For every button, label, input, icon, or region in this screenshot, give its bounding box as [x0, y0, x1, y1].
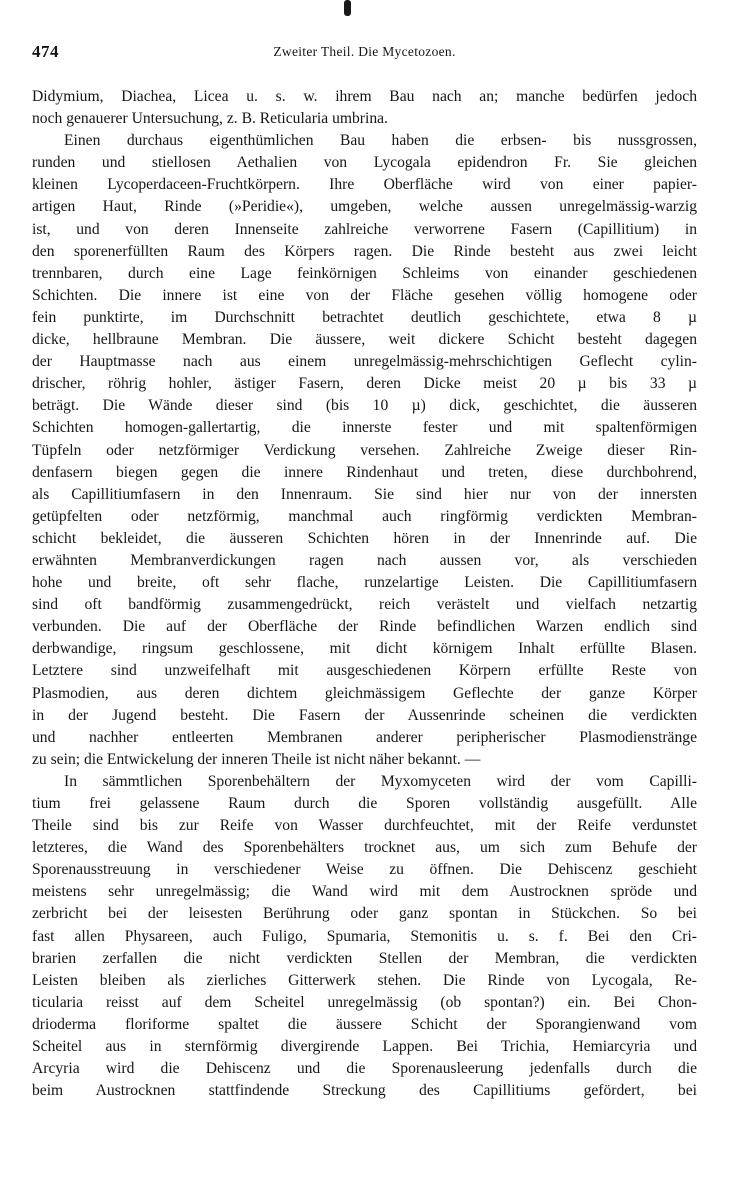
text-line: der Hauptmasse nach aus einem unregelmässig-mehrschichtigen Geflecht cylin-: [32, 353, 697, 371]
text-line: Arcyria wird die Dehiscenz und die Sporenausleerung jedenfalls durch die: [32, 1060, 697, 1078]
text-line: drischer, röhrig hohler, ästiger Fasern, deren Dicke meist 20 µ bis 33 µ: [32, 375, 697, 393]
text-line: kleinen Lycoperdaceen-Fruchtkörpern. Ihre Oberfläche wird von einer papier-: [32, 176, 697, 194]
body-text: [32, 86, 697, 1102]
text-line: drioderma floriforme spaltet die äussere Schicht der Sporangienwand vom: [32, 1015, 697, 1033]
text-line: zerbricht bei der leisesten Berührung oder ganz spontan in Stückchen. So bei: [32, 905, 697, 923]
text-line: fein punktirte, im Durchschnitt betrachtet deutlich geschichtete, etwa 8 µ: [32, 308, 697, 326]
page-header: [32, 42, 697, 64]
text-line: fast allen Physareen, auch Fuligo, Spumaria, Stemonitis u. s. f. Bei den Cri-: [32, 927, 697, 945]
text-line: Leisten bleiben als zierliches Gitterwerk stehen. Die Rinde von Lycogala, Re-: [32, 971, 697, 989]
text-line: Theile sind bis zur Reife von Wasser durchfeuchtet, mit der Reife verdunstet: [32, 817, 697, 835]
text-line: als Capillitiumfasern in den Innenraum. Sie sind hier nur von der innersten: [32, 485, 697, 503]
text-line: Plasmodien, aus deren dichtem gleichmässigem Geflechte der ganze Körper: [32, 684, 697, 702]
text-line: meistens sehr unregelmässig; die Wand wird mit dem Austrocknen spröde und: [32, 883, 697, 901]
text-line: schicht bekleidet, die äusseren Schichten hören in der Innenrinde auf. Die: [32, 529, 697, 547]
text-line: In sämmtlichen Sporenbehältern der Myxomyceten wird der vom Capilli-: [64, 772, 697, 790]
text-line: Didymium, Diachea, Licea u. s. w. ihrem Bau nach an; manche bedürfen jedoch: [32, 88, 697, 105]
text-line: und nachher entleerten Membranen anderer peripherischer Plasmodienstränge: [32, 728, 697, 746]
text-line: Schichten. Die innere ist eine von der Fläche gesehen völlig homogene oder: [32, 286, 697, 304]
running-title: Zweiter Theil. Die Mycetozoen.: [273, 44, 456, 59]
text-line: hohe und breite, oft sehr flache, runzelartige Leisten. Die Capillitiumfasern: [32, 574, 697, 592]
text-line: zu sein; die Entwickelung der inneren Theile ist nicht näher bekannt. —: [32, 750, 481, 768]
text-line: Einen durchaus eigenthümlichen Bau haben die erbsen- bis nussgrossen,: [64, 132, 697, 150]
text-line: trennbaren, durch eine Lage feinkörnigen Schleims von einander geschiedenen: [32, 264, 697, 282]
text-line: runden und stiellosen Aethalien von Lycogala epidendron Fr. Sie gleichen: [32, 154, 697, 172]
text-line: letzteres, die Wand des Sporenbehälters trocknet aus, um sich zum Behufe der: [32, 839, 697, 857]
text-line: beim Austrocknen stattfindende Streckung des Capillitiums gefördert, bei: [32, 1082, 697, 1100]
text-line: verbunden. Die auf der Oberfläche der Rinde befindlichen Warzen endlich sind: [32, 618, 697, 636]
text-line: derbwandige, ringsum geschlossene, mit dicht körnigem Inhalt erfüllte Blasen.: [32, 640, 697, 658]
text-line: tium frei gelassene Raum durch die Sporen vollständig ausgefüllt. Alle: [32, 795, 697, 812]
ink-blot: [344, 0, 351, 16]
text-line: artigen Haut, Rinde (»Peridie«), umgeben, welche aussen unregelmässig-warzig: [32, 198, 697, 216]
text-line: Sporenausstreuung in verschiedener Weise zu öffnen. Die Dehiscenz geschieht: [32, 861, 697, 879]
text-line: erwähnten Membranverdickungen ragen nach aussen vor, als verschieden: [32, 551, 697, 569]
text-line: Tüpfeln oder netzförmiger Verdickung versehen. Zahlreiche Zweige dieser Rin-: [32, 441, 697, 459]
text-line: denfasern biegen gegen die innere Rindenhaut und treten, diese durchbohrend,: [32, 463, 697, 481]
text-line: Scheitel aus in sternförmig divergirende Lappen. Bei Trichia, Hemiarcyria und: [32, 1038, 697, 1056]
text-line: sind oft bandförmig zusammengedrückt, reich verästelt und vielfach netzartig: [32, 596, 697, 614]
text-line: ticularia reisst auf dem Scheitel unregelmässig (ob spontan?) ein. Bei Chon-: [32, 993, 697, 1011]
text-line: brarien zerfallen die nicht verdickten Stellen der Membran, die verdickten: [32, 949, 697, 967]
text-line: getüpfelten oder netzförmig, manchmal auch ringförmig verdickten Membran-: [32, 507, 697, 525]
text-line: in der Jugend besteht. Die Fasern der Aussenrinde scheinen die verdickten: [32, 706, 697, 724]
text-line: ist, und von deren Innenseite zahlreiche verworrene Fasern (Capillitium) in: [32, 220, 697, 238]
text-line: Schichten homogen-gallertartig, die innerste fester und mit spaltenförmigen: [32, 419, 697, 437]
text-line: Letztere sind unzweifelhaft mit ausgeschiedenen Körpern erfüllte Reste von: [32, 662, 697, 680]
text-line: dicke, hellbraune Membran. Die äussere, weit dickere Schicht besteht dagegen: [32, 331, 697, 349]
page-number: 474: [32, 42, 59, 61]
text-line: noch genauerer Untersuchung, z. B. Reticularia umbrina.: [32, 110, 388, 128]
text-line: beträgt. Die Wände dieser sind (bis 10 µ) dick, geschichtet, die äusseren: [32, 397, 697, 415]
text-line: den sporenerfüllten Raum des Körpers ragen. Die Rinde besteht aus zwei leicht: [32, 242, 697, 260]
